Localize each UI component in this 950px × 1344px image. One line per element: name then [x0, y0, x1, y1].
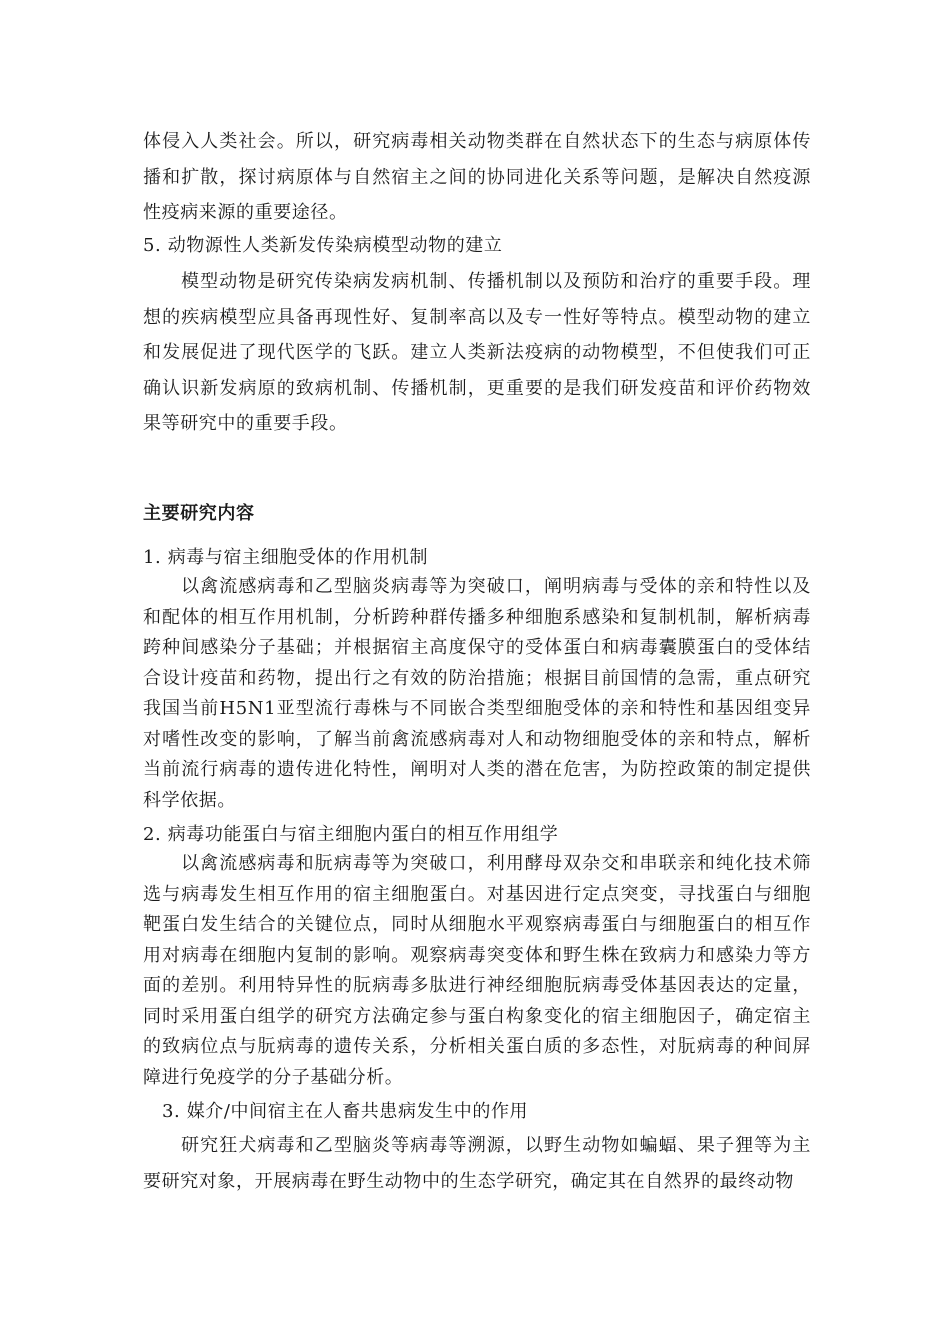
- section-3-body: 研究狂犬病毒和乙型脑炎等病毒等溯源，以野生动物如蝙蝠、果子狸等为主要研究对象，开展病毒在野生动物中的生态学研究，确定其在自然界的最终动物: [143, 1135, 811, 1192]
- intro-continuation-paragraph: 体侵入人类社会。所以，研究病毒相关动物类群在自然状态下的生态与病原体传播和扩散，探讨病原体与自然宿主之间的协同进化关系等问题，是解决自然疫源性疫病来源的重要途径。: [143, 131, 811, 223]
- section-1-body: 以禽流感病毒和乙型脑炎病毒等为突破口，阐明病毒与受体的亲和特性以及和配体的相互作用机制，分析跨种群传播多种细胞系感染和复制机制，解析病毒跨种间感染分子基础；并根据宿主高度保守的受体蛋白和病毒囊膜蛋白的受体结合设计疫苗和药物，提出行之有效的防治措施；根据目前国情的急需，重点研究我国当前H5N1亚型流行毒株与不同嵌合类型细胞受体的亲和特性和基因组变异对嗜性改变的影响，了解当前禽流感病毒对人和动物细胞受体的亲和特点，解析当前流行病毒的遗传进化特性，阐明对人类的潜在危害，为防控政策的制定提供科学依据。: [143, 576, 811, 811]
- section-3-title: 3. 媒介/中间宿主在人畜共患病发生中的作用: [162, 1101, 529, 1122]
- section-2-title: 2. 病毒功能蛋白与宿主细胞内蛋白的相互作用组学: [143, 824, 559, 845]
- section-1-title: 1. 病毒与宿主细胞受体的作用机制: [143, 547, 429, 568]
- section-2-body: 以禽流感病毒和朊病毒等为突破口，利用酵母双杂交和串联亲和纯化技术筛选与病毒发生相互作用的宿主细胞蛋白。对基因进行定点突变，寻找蛋白与细胞靶蛋白发生结合的关键位点，同时从细胞水平观察病毒蛋白与细胞蛋白的相互作用对病毒在细胞内复制的影响。观察病毒突变体和野生株在致病力和感染力等方面的差别。利用特异性的朊病毒多肽进行神经细胞朊病毒受体基因表达的定量，同时采用蛋白组学的研究方法确定参与蛋白构象变化的宿主细胞因子，确定宿主的致病位点与朊病毒的遗传关系，分析相关蛋白质的多态性，对朊病毒的种间屏障进行免疫学的分子基础分析。: [143, 853, 811, 1088]
- section-heading: 主要研究内容: [143, 503, 255, 524]
- item-5-body: 模型动物是研究传染病发病机制、传播机制以及预防和治疗的重要手段。理想的疾病模型应具备再现性好、复制率高以及专一性好等特点。模型动物的建立和发展促进了现代医学的飞跃。建立人类新法疫病的动物模型，不但使我们可正确认识新发病原的致病机制、传播机制，更重要的是我们研发疫苗和评价药物效果等研究中的重要手段。: [143, 271, 811, 434]
- item-5-title: 5. 动物源性人类新发传染病模型动物的建立: [143, 235, 503, 256]
